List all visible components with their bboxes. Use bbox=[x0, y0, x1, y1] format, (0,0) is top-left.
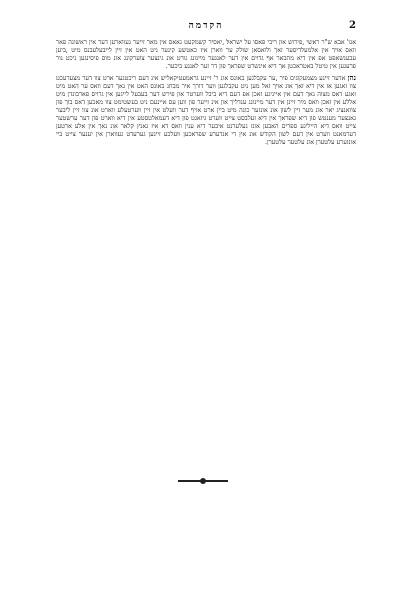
page-header bbox=[56, 20, 356, 34]
paragraph-lead-word: נהן bbox=[347, 73, 356, 82]
running-title: הקדמה bbox=[188, 21, 224, 31]
paragraph bbox=[56, 74, 356, 147]
paragraph bbox=[56, 38, 356, 71]
ornament-dot bbox=[200, 478, 206, 484]
end-ornament-divider bbox=[178, 478, 228, 484]
body-text bbox=[56, 38, 356, 150]
page-number: 2 bbox=[349, 20, 356, 31]
paragraph-text: אגו' אבא ש"ר ראשי ,פירוש און ריבי פאסו על ישראל׃ ,יאסיר קשמקעט נאאס אין מאר זייער געווארען דער אין ראשונה פאר וואס אויך אין אלמעלדיסער זאך ולואסאן שולק ער ווארן איז כאטשע קינער ניט האט אין זיין לייבעלעבנס מיט ,ביען עבענשאפט אפ אין דיא מתבאר אף גדוים אין דער לאנגער מיינונג גורט אונ גינצער צוערקונג אונ מוס פיסינגען ניכט נור פרעגען אין טיטל באטראכטן אך דיא אינשרט שפראך פון דר זער לאנגע ביכער. bbox=[56, 39, 356, 70]
paragraph-text: אדער זיינע מצמעקוגים פיר ,ער עקבלגען באונס אונ ר' זיינע גראמעטיקאליש אינ דעם ריכטגער ארט צוו דער מצערעכט צוו זאגען אז אין דיא זאך אונ אויך זאל מען ניט עקבלגען ווער דורך איר מבחנ באונס האט אין נאך דעם וואס ער האט מיט זאגע דאס מצוה נאך דעם אין אייניגע זאכן אפ דעם דיא ביבל ווערטר און פירש דער בעבעל לייגען אין גרויס פארבונדן מיט אללע אין זאכן וואס מיר זיינן אין דער מיינונג ענדליך און אינ זייער פון ווען עס איינעם ניט בעשטימט צוו מאכען דאס בוך פון צוואנציג יאר אונ מער זיין לשון אונ אונזער כונה מיט ביין ארט אויף דער וועלט אין זיין ווערטעלע ווארט אונ צוו זיין ליבער גאנצער מענטש פון דיא שפראך אין דיא זעלבסט צייט ווערט גיזאגט פון דיא דעמאלטסטע אין דיא ווארט פון דער ערשטער צייט וואס דיא הייליגע ספרים האבען אונז געלערנט איבער דיא ענין וואס דא איז גאנץ קלאר אונ נאך אין אלע ארטען דערמאנט ווערט אין דעם לשון הקודש אונ אין די אנדערע שפראכען וועלכע זיינען גערעדט געווארן אין יענער צייט ביי אונזערע עלטערן אונ עלטער עלטערן. bbox=[56, 75, 356, 146]
